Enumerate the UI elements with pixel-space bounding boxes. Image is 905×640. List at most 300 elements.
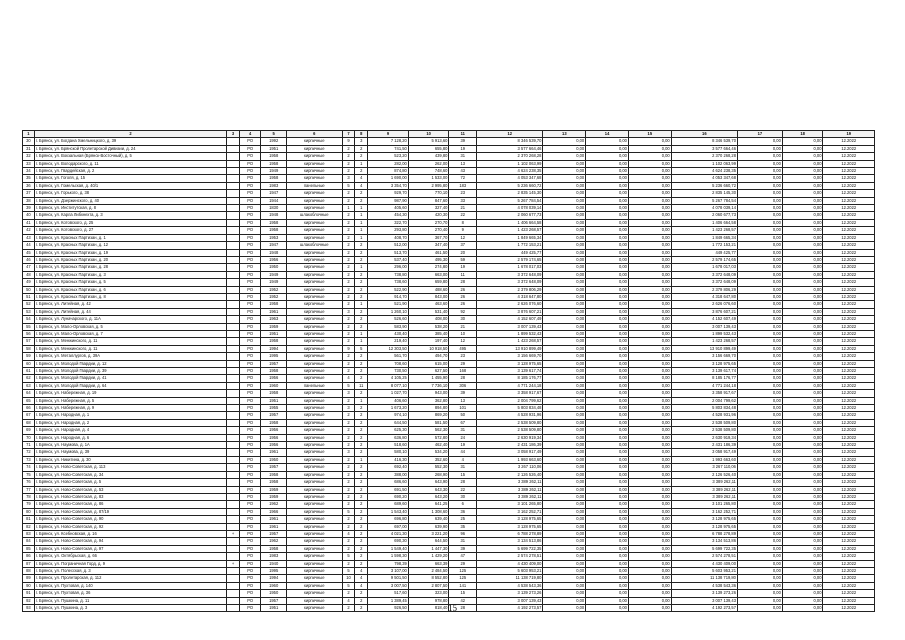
table-cell: 1: [355, 219, 368, 226]
table-cell: 692,40: [368, 464, 409, 471]
table-cell: 60: [23, 360, 35, 367]
table-cell: 2 126 526,40: [671, 471, 737, 478]
column-header: 4: [239, 131, 260, 138]
table-cell: 4: [449, 456, 477, 463]
table-cell: 0,00: [737, 575, 782, 582]
table-cell: 978,80: [408, 597, 449, 604]
table-cell: 1 543,40: [368, 508, 409, 515]
table-cell: 31: [449, 427, 477, 434]
table-cell: РО: [239, 338, 260, 345]
table-cell: 70: [23, 434, 35, 441]
table-cell: 0,00: [586, 301, 629, 308]
table-cell: 0,00: [628, 419, 671, 426]
table-cell: 0,00: [628, 212, 671, 219]
table-row: [23, 256, 875, 263]
table-row: [23, 486, 875, 493]
table-cell: 67: [23, 412, 35, 419]
table-cell: 4 053 347,68: [671, 175, 737, 182]
table-row: [23, 442, 875, 449]
table-cell: 12.2022: [823, 419, 875, 426]
table-cell: [227, 138, 240, 145]
table-cell: г. Брянск, ул. Литейная, д. 44: [34, 308, 226, 315]
table-cell: 2: [355, 168, 368, 175]
table-cell: кирпичные: [286, 271, 342, 278]
table-cell: г. Брянск, ул. Гомельская, д. 40/1: [34, 182, 226, 189]
table-cell: 12 303,50: [368, 345, 409, 352]
table-cell: 0,00: [737, 390, 782, 397]
table-cell: г. Брянск, ул. Пограничная Горд, д. 9: [34, 560, 226, 567]
table-cell: 12.2022: [823, 286, 875, 293]
table-cell: 869,20: [408, 412, 449, 419]
table-cell: г. Брянск, ул. Котовского, д. 25: [34, 219, 226, 226]
table-cell: РО: [239, 242, 260, 249]
table-cell: 4 318 647,80: [477, 293, 543, 300]
table-cell: 1956: [261, 434, 287, 441]
table-cell: 4 771 244,18: [477, 382, 543, 389]
table-cell: 686,60: [368, 479, 409, 486]
table-cell: 6: [449, 501, 477, 508]
table-cell: 1995: [261, 353, 287, 360]
column-header: 14: [586, 131, 629, 138]
table-cell: 1959: [261, 493, 287, 500]
table-cell: 21: [449, 323, 477, 330]
page-number: 15: [448, 603, 457, 613]
table-cell: 1957: [261, 412, 287, 419]
table-cell: кирпичные: [286, 405, 342, 412]
table-cell: 0,00: [586, 330, 629, 337]
table-cell: 0,00: [543, 553, 586, 560]
table-cell: 0,00: [543, 242, 586, 249]
table-cell: 0,00: [782, 190, 823, 197]
table-cell: 0,00: [737, 382, 782, 389]
table-cell: г. Брянск, ул. Народная, д. 4: [34, 427, 226, 434]
table-cell: [227, 301, 240, 308]
table-cell: панельные: [286, 382, 342, 389]
table-cell: 0,00: [543, 493, 586, 500]
table-cell: кирпичные: [286, 256, 342, 263]
table-cell: кирпичные: [286, 234, 342, 241]
table-cell: 0,00: [586, 390, 629, 397]
table-cell: 12.2022: [823, 249, 875, 256]
table-cell: г. Брянск, ул. Пухтовая, д. 36: [34, 590, 226, 597]
table-row: [23, 190, 875, 197]
table-cell: 0,00: [628, 493, 671, 500]
table-cell: 663,39: [408, 560, 449, 567]
table-cell: [227, 523, 240, 530]
table-cell: 0,00: [628, 605, 671, 612]
table-cell: г. Брянск, ул. Красных Партизан, д. 6: [34, 286, 226, 293]
table-cell: 42: [23, 227, 35, 234]
table-cell: РО: [239, 293, 260, 300]
table-cell: 83: [23, 530, 35, 537]
table-cell: 0,00: [586, 138, 629, 145]
table-cell: 523,20: [368, 153, 409, 160]
table-row: [23, 353, 875, 360]
table-cell: г. Брянск, ул. Пухтовая, д. 140: [34, 582, 226, 589]
table-row: [23, 508, 875, 515]
table-cell: 0,00: [782, 205, 823, 212]
table-cell: 37: [23, 190, 35, 197]
table-cell: РО: [239, 345, 260, 352]
table-cell: кирпичные: [286, 471, 342, 478]
column-header: 18: [782, 131, 823, 138]
table-cell: 1957: [261, 360, 287, 367]
table-cell: 0,00: [586, 493, 629, 500]
table-cell: 0,00: [737, 360, 782, 367]
table-cell: кирпичные: [286, 138, 342, 145]
table-cell: 0,00: [543, 390, 586, 397]
table-cell: 0,00: [782, 442, 823, 449]
table-cell: 2: [355, 316, 368, 323]
table-cell: 1 899 532,43: [671, 330, 737, 337]
table-cell: 0,00: [628, 368, 671, 375]
table-cell: 0,00: [543, 382, 586, 389]
table-cell: 0,00: [737, 553, 782, 560]
table-cell: г. Брянск, ул. Вокзальная (Брянск-Восточный), д. 5: [34, 153, 226, 160]
table-cell: 461,50: [408, 249, 449, 256]
table-cell: кирпичные: [286, 264, 342, 271]
table-cell: 7 128,20: [368, 138, 409, 145]
table-cell: 0,00: [782, 301, 823, 308]
table-cell: 22: [449, 486, 477, 493]
table-cell: 0,00: [782, 323, 823, 330]
table-cell: 2 431 186,39: [671, 442, 737, 449]
table-cell: кирпичные: [286, 560, 342, 567]
table-cell: 0,00: [586, 567, 629, 574]
table-cell: 0,00: [782, 434, 823, 441]
table-cell: 0,00: [543, 279, 586, 286]
table-cell: 0,00: [737, 449, 782, 456]
table-cell: 5 803 834,48: [477, 405, 543, 412]
table-cell: РО: [239, 590, 260, 597]
table-cell: 12.2022: [823, 360, 875, 367]
table-cell: 1959: [261, 486, 287, 493]
table-cell: 2: [355, 412, 368, 419]
table-cell: 0,00: [586, 190, 629, 197]
table-cell: 2: [355, 405, 368, 412]
table-cell: 5: [342, 182, 355, 189]
table-cell: 0,00: [628, 160, 671, 167]
table-cell: 2: [342, 197, 355, 204]
table-cell: 2: [355, 145, 368, 152]
table-cell: 0,00: [543, 412, 586, 419]
table-cell: РО: [239, 545, 260, 552]
table-cell: 696,80: [368, 516, 409, 523]
table-cell: 0,00: [628, 449, 671, 456]
table-cell: 28: [449, 479, 477, 486]
table-cell: 79: [23, 501, 35, 508]
table-cell: 85: [23, 545, 35, 552]
table-cell: 5 236 660,72: [671, 182, 737, 189]
table-cell: РО: [239, 212, 260, 219]
table-cell: 1960: [261, 382, 287, 389]
table-cell: 5 603 953,21: [477, 567, 543, 574]
table-cell: 0,00: [586, 538, 629, 545]
table-cell: 0,00: [782, 538, 823, 545]
table-cell: 1958: [261, 227, 287, 234]
table-cell: РО: [239, 390, 260, 397]
table-cell: 538,20: [408, 323, 449, 330]
table-cell: 2: [342, 353, 355, 360]
table-cell: 12.2022: [823, 368, 875, 375]
table-cell: РО: [239, 271, 260, 278]
table-cell: 583,90: [368, 323, 409, 330]
table-cell: [227, 493, 240, 500]
table-cell: 2: [355, 560, 368, 567]
table-cell: РО: [239, 427, 260, 434]
table-cell: 31: [449, 153, 477, 160]
table-cell: 12.2022: [823, 330, 875, 337]
table-cell: 12.2022: [823, 553, 875, 560]
table-cell: 1994: [261, 575, 287, 582]
table-cell: 495: [449, 345, 477, 352]
table-row: [23, 264, 875, 271]
table-cell: 0,00: [737, 182, 782, 189]
table-cell: 0,00: [737, 538, 782, 545]
table-cell: кирпичные: [286, 449, 342, 456]
table-cell: 72: [23, 449, 35, 456]
table-cell: 5 267 784,54: [671, 197, 737, 204]
table-cell: 1951: [261, 397, 287, 404]
table-cell: РО: [239, 145, 260, 152]
table-cell: 0,00: [543, 471, 586, 478]
table-cell: г. Брянск, ул. Красных Партизан, д. 19: [34, 249, 226, 256]
table-cell: [227, 427, 240, 434]
table-cell: 1956: [261, 442, 287, 449]
table-cell: 2: [342, 471, 355, 478]
table-cell: 0,00: [737, 597, 782, 604]
table-cell: 0,00: [737, 323, 782, 330]
table-cell: 2: [342, 190, 355, 197]
table-cell: 1 993 663,60: [477, 456, 543, 463]
table-cell: 3 139 273,26: [477, 590, 543, 597]
table-cell: 1951: [261, 145, 287, 152]
table-row: [23, 279, 875, 286]
table-cell: РО: [239, 434, 260, 441]
table-header: [23, 131, 875, 138]
table-cell: 0,00: [628, 582, 671, 589]
table-cell: 5: [342, 382, 355, 389]
table-cell: 48: [23, 271, 35, 278]
table-cell: 2: [342, 256, 355, 263]
table-cell: 0,00: [586, 175, 629, 182]
table-cell: 1949: [261, 279, 287, 286]
table-row: [23, 523, 875, 530]
table-row: [23, 301, 875, 308]
table-cell: 0,00: [737, 560, 782, 567]
table-cell: РО: [239, 486, 260, 493]
table-cell: 1 849 665,34: [477, 234, 543, 241]
table-cell: 1 598,30: [368, 553, 409, 560]
column-header: 6: [286, 131, 342, 138]
table-cell: 65: [23, 397, 35, 404]
table-cell: РО: [239, 197, 260, 204]
table-cell: 0,00: [543, 190, 586, 197]
table-cell: кирпичные: [286, 501, 342, 508]
table-cell: г. Брянск, ул. Пушкина, д. 3: [34, 605, 226, 612]
table-cell: 1951: [261, 330, 287, 337]
table-cell: 697,00: [368, 523, 409, 530]
table-cell: 0,00: [586, 316, 629, 323]
table-cell: кирпичные: [286, 168, 342, 175]
table-cell: 0,00: [628, 168, 671, 175]
table-row: [23, 375, 875, 382]
table-cell: 2: [355, 286, 368, 293]
table-cell: 2: [355, 375, 368, 382]
table-row: [23, 464, 875, 471]
table-cell: 5: [342, 582, 355, 589]
table-cell: 0,00: [543, 345, 586, 352]
table-cell: 1: [355, 205, 368, 212]
table-cell: 12.2022: [823, 293, 875, 300]
table-cell: 2: [342, 419, 355, 426]
table-cell: 0,00: [737, 197, 782, 204]
table-row: [23, 545, 875, 552]
table-cell: 3 389 262,11: [477, 479, 543, 486]
table-cell: 3 389 262,11: [671, 493, 737, 500]
table-cell: 0,00: [737, 486, 782, 493]
table-cell: 0,00: [737, 256, 782, 263]
table-cell: 3 577 664,46: [671, 145, 737, 152]
table-cell: 0,00: [586, 256, 629, 263]
table-cell: 9: [342, 138, 355, 145]
table-cell: 1958: [261, 545, 287, 552]
table-cell: 12.2022: [823, 219, 875, 226]
table-cell: 0,00: [586, 293, 629, 300]
table-cell: 663,00: [408, 271, 449, 278]
table-cell: [227, 464, 240, 471]
table-cell: 0,00: [543, 560, 586, 567]
table-row: [23, 205, 875, 212]
table-cell: 28: [449, 375, 477, 382]
table-cell: г. Брянск, ул. Ново-Советская, д. 34: [34, 471, 226, 478]
table-cell: 0,00: [628, 286, 671, 293]
table-cell: кирпичные: [286, 219, 342, 226]
table-cell: 518,60: [368, 442, 409, 449]
table-cell: 76: [23, 479, 35, 486]
table-cell: г. Брянск, ул. Красных Партизан, д. 20: [34, 256, 226, 263]
table-cell: 13: [449, 160, 477, 167]
table-cell: 69: [23, 427, 35, 434]
table-cell: 0,00: [737, 286, 782, 293]
table-cell: 0,00: [543, 168, 586, 175]
table-cell: 2: [355, 360, 368, 367]
table-row: [23, 271, 875, 278]
table-cell: 12.2022: [823, 486, 875, 493]
table-cell: РО: [239, 523, 260, 530]
table-cell: 5: [342, 567, 355, 574]
table-cell: 35: [449, 523, 477, 530]
table-cell: 526,60: [368, 316, 409, 323]
table-cell: 0,00: [586, 456, 629, 463]
table-cell: 6 788 278,89: [477, 530, 543, 537]
table-cell: 2: [342, 293, 355, 300]
table-cell: 2: [355, 538, 368, 545]
table-cell: г. Брянск, ул. Молодой Гвардии, д. 39: [34, 368, 226, 375]
table-cell: 690,30: [368, 538, 409, 545]
table-cell: 5: [355, 345, 368, 352]
table-cell: 847,60: [408, 197, 449, 204]
table-cell: РО: [239, 464, 260, 471]
table-cell: 7 736,10: [408, 382, 449, 389]
table-row: [23, 212, 875, 219]
table-cell: 0,00: [628, 479, 671, 486]
table-cell: г. Брянск, ул. Ново-Советская, д. 92: [34, 523, 226, 530]
table-cell: 55: [23, 323, 35, 330]
table-cell: 168: [449, 368, 477, 375]
table-cell: 39: [23, 205, 35, 212]
table-cell: РО: [239, 582, 260, 589]
table-cell: 690,20: [368, 493, 409, 500]
table-cell: 2 835 145,30: [477, 190, 543, 197]
table-cell: 1 772 153,21: [477, 242, 543, 249]
table-cell: 1955: [261, 405, 287, 412]
table-cell: 987,90: [368, 197, 409, 204]
table-cell: [227, 590, 240, 597]
table-cell: 3 007 139,43: [671, 597, 737, 604]
table-cell: 2: [355, 486, 368, 493]
table-cell: 78: [23, 493, 35, 500]
table-cell: 0,00: [737, 175, 782, 182]
table-cell: кирпичные: [286, 160, 342, 167]
table-cell: 0,00: [782, 345, 823, 352]
table-cell: 12.2022: [823, 205, 875, 212]
table-cell: РО: [239, 360, 260, 367]
table-cell: 72: [449, 175, 477, 182]
table-cell: 4: [355, 182, 368, 189]
table-row: [23, 501, 875, 508]
table-cell: кирпичные: [286, 293, 342, 300]
table-cell: 0,00: [628, 442, 671, 449]
table-row: [23, 590, 875, 597]
table-cell: 0,00: [737, 516, 782, 523]
table-cell: РО: [239, 368, 260, 375]
table-cell: 29: [449, 360, 477, 367]
table-cell: 4 430 409,00: [671, 560, 737, 567]
table-cell: 3 139 617,74: [671, 368, 737, 375]
table-cell: г. Брянск, ул. Красных Партизан, д. 28: [34, 264, 226, 271]
table-cell: 0,00: [737, 145, 782, 152]
table-cell: 531,40: [408, 308, 449, 315]
table-cell: 1959: [261, 323, 287, 330]
table-cell: 0,00: [628, 412, 671, 419]
table-cell: 30: [449, 316, 477, 323]
table-cell: 3 354,70: [368, 182, 409, 189]
table-cell: 12.2022: [823, 301, 875, 308]
table-cell: г. Брянск, ул. Ново-Советская, д. 53: [34, 486, 226, 493]
table-cell: 3 134 513,86: [477, 538, 543, 545]
table-cell: 0,00: [543, 405, 586, 412]
table-cell: 2: [342, 249, 355, 256]
table-cell: г. Брянск, ул. Богдана Хмельницкого, д. 39: [34, 138, 226, 145]
table-cell: 1958: [261, 338, 287, 345]
table-cell: 0,00: [782, 493, 823, 500]
table-cell: 0,00: [543, 530, 586, 537]
table-cell: 2 579 174,65: [671, 256, 737, 263]
table-cell: кирпичные: [286, 360, 342, 367]
table-cell: 0,00: [543, 516, 586, 523]
table-cell: 0,00: [586, 382, 629, 389]
table-cell: 270,70: [408, 219, 449, 226]
table-cell: панельные: [286, 182, 342, 189]
table-cell: 0,00: [543, 501, 586, 508]
table-cell: 0,00: [586, 553, 629, 560]
table-cell: 0,00: [737, 160, 782, 167]
table-cell: 2: [355, 434, 368, 441]
table-cell: 183: [449, 182, 477, 189]
table-cell: 1948: [261, 212, 287, 219]
table-cell: кирпичные: [286, 419, 342, 426]
